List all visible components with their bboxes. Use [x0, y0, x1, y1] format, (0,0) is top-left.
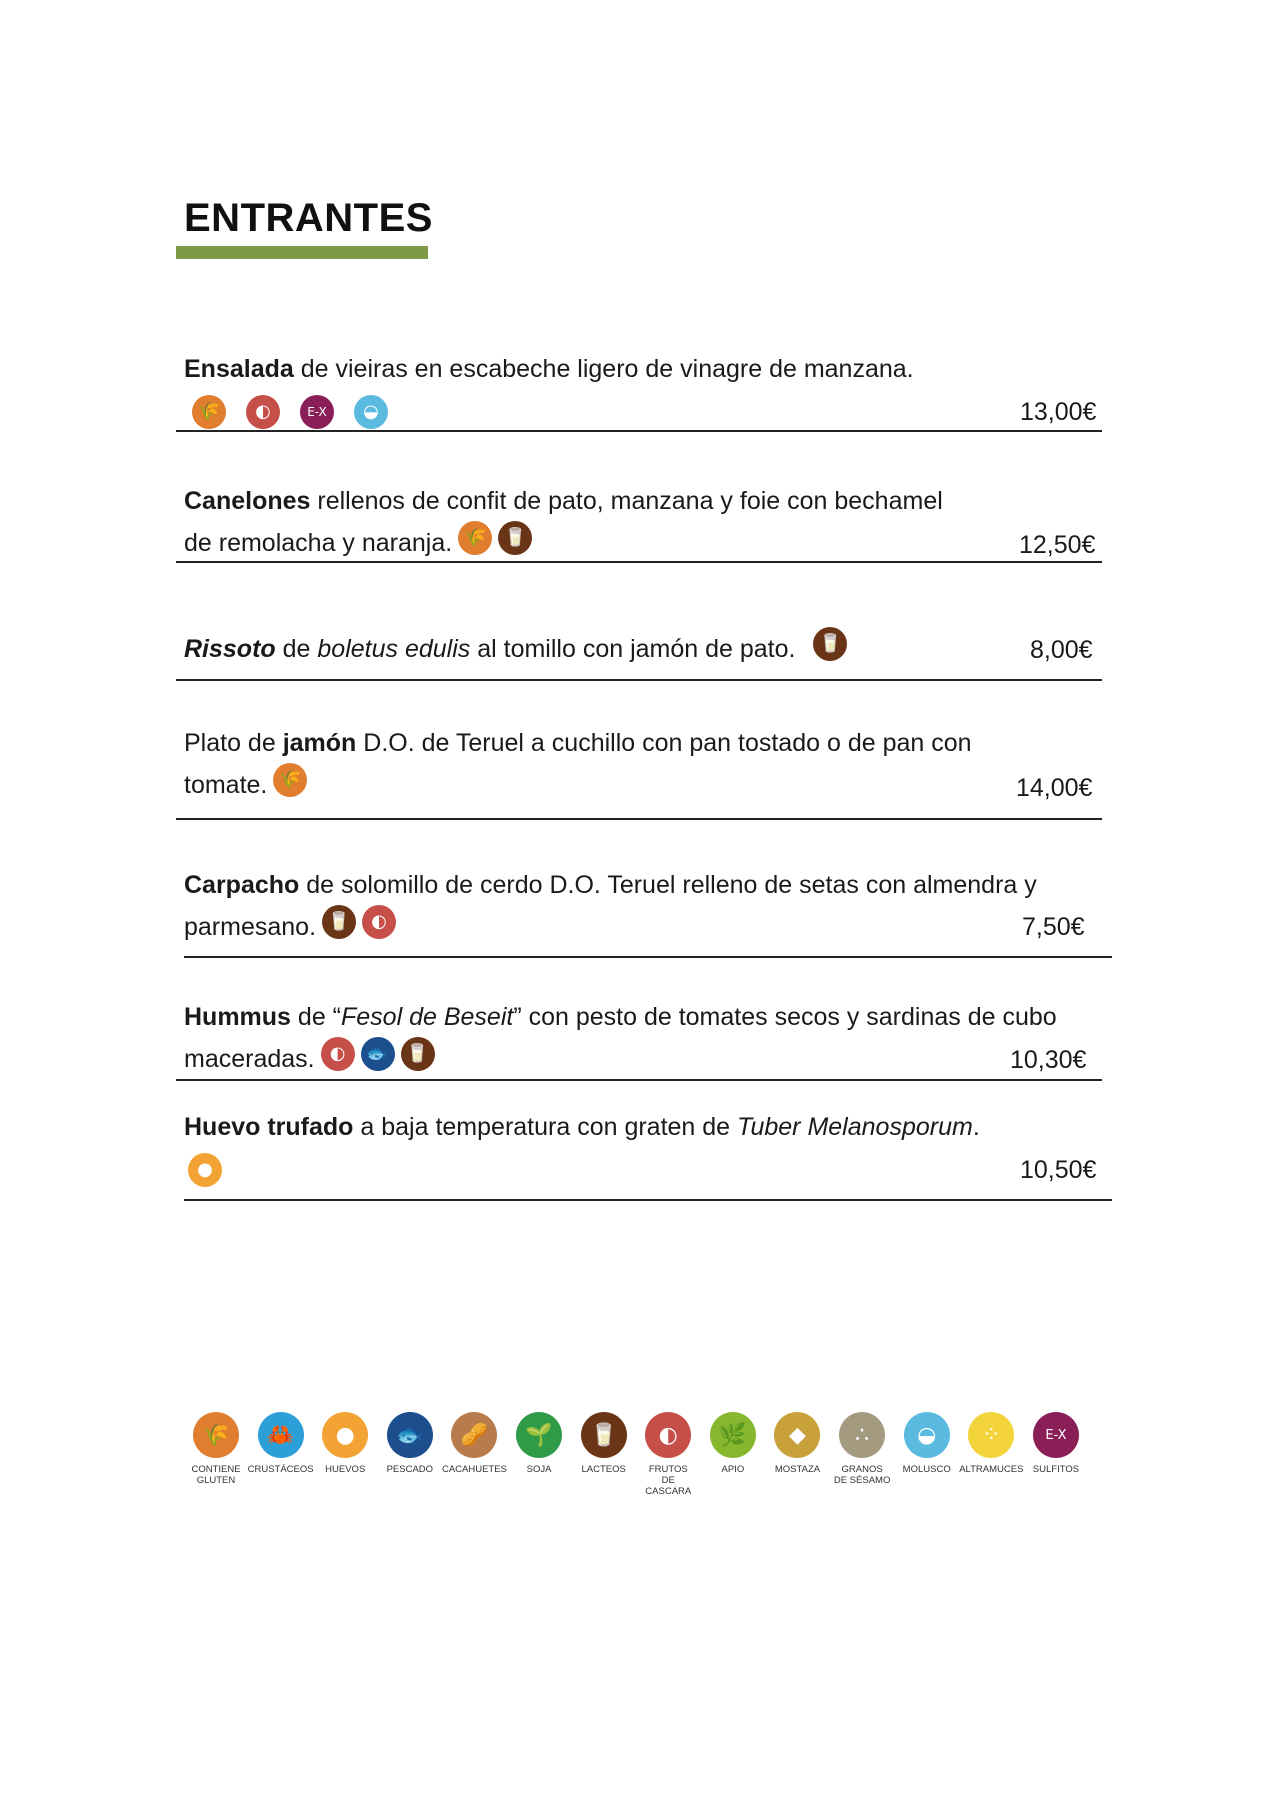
lacteos-icon: 🥛 [813, 627, 847, 661]
divider [184, 956, 1112, 958]
legend-item-gluten: 🌾 CONTIENE GLUTEN [186, 1412, 246, 1497]
menu-item-rissoto: Rissoto de boletus edulis al tomillo con jamón de pato. 🥛 [184, 628, 1104, 670]
divider [176, 430, 1102, 432]
dish-name: Rissoto [184, 635, 276, 663]
legend-item-apio: 🌿 APIO [703, 1412, 763, 1497]
gluten-icon: 🌾 [192, 395, 226, 429]
sesamo-icon: ∴ [839, 1412, 885, 1458]
frutos-cascara-icon: ◐ [321, 1037, 355, 1071]
lacteos-icon: 🥛 [401, 1037, 435, 1071]
crustaceos-icon: 🦀 [258, 1412, 304, 1458]
menu-item-price: 8,00€ [1030, 636, 1093, 664]
legend-item-mostaza: ◆ MOSTAZA [767, 1412, 827, 1497]
soja-icon: 🌱 [516, 1412, 562, 1458]
apio-icon: 🌿 [710, 1412, 756, 1458]
menu-item-hummus: Hummus de “Fesol de Beseit” con pesto de tomates secos y sardinas de cubo maceradas. ◐ 🐟 🥛 [184, 1003, 1057, 1073]
molusco-icon: ◒ [354, 395, 388, 429]
legend-item-altramuces: ⁘ ALTRAMUCES [961, 1412, 1021, 1497]
dish-name: Carpacho [184, 871, 300, 899]
menu-item-price: 10,30€ [1010, 1046, 1087, 1074]
divider [184, 1199, 1112, 1201]
gluten-icon: 🌾 [193, 1412, 239, 1458]
divider [176, 679, 1102, 681]
frutos-cascara-icon: ◐ [645, 1412, 691, 1458]
menu-item-price: 10,50€ [1020, 1156, 1097, 1184]
frutos-cascara-icon: ◐ [362, 905, 396, 939]
legend-item-sulfitos: E-X SULFITOS [1026, 1412, 1086, 1497]
menu-item-description: Ensalada de vieiras en escabeche ligero de vinagre de manzana. [184, 355, 914, 383]
menu-item-jamon: Plato de jamón D.O. de Teruel a cuchillo con pan tostado o de pan con tomate. 🌾 [184, 729, 972, 799]
pescado-icon: 🐟 [387, 1412, 433, 1458]
dish-name: jamón [282, 729, 357, 757]
legend-item-lacteos: 🥛 LACTEOS [574, 1412, 634, 1497]
legend-item-sesamo: ∴ GRANOS DE SÉSAMO [832, 1412, 892, 1497]
menu-item-price: 12,50€ [1019, 531, 1096, 559]
divider [176, 1079, 1102, 1081]
menu-item-price: 13,00€ [1020, 398, 1097, 426]
allergen-legend [186, 1412, 1086, 1497]
huevos-icon: ● [188, 1153, 222, 1187]
cacahuetes-icon: 🥜 [451, 1412, 497, 1458]
menu-item-price: 14,00€ [1016, 774, 1093, 802]
menu-item-canelones: Canelones rellenos de confit de pato, manzana y foie con bechamel de remolacha y naranja. 🌾 🥛 [184, 487, 943, 557]
menu-item-huevo-trufado: Huevo trufado a baja temperatura con graten de Tuber Melanosporum. ● [184, 1106, 1104, 1192]
legend-item-frutos-cascara: ◐ FRUTOS DE CASCARA [638, 1412, 698, 1497]
menu-item-ensalada [184, 348, 1104, 434]
divider [176, 818, 1102, 820]
dish-name: Canelones [184, 487, 311, 515]
dish-name: Ensalada [184, 355, 294, 383]
legend-item-molusco: ◒ MOLUSCO [897, 1412, 957, 1497]
menu-item-price: 7,50€ [1022, 913, 1085, 941]
dish-name: Hummus [184, 1003, 291, 1031]
sulfitos-icon: E-X [1033, 1412, 1079, 1458]
legend-item-cacahuetes: 🥜 CACAHUETES [444, 1412, 504, 1497]
huevos-icon: ● [322, 1412, 368, 1458]
legend-item-pescado: 🐟 PESCADO [380, 1412, 440, 1497]
molusco-icon: ◒ [904, 1412, 950, 1458]
mostaza-icon: ◆ [774, 1412, 820, 1458]
pescado-icon: 🐟 [361, 1037, 395, 1071]
lacteos-icon: 🥛 [581, 1412, 627, 1458]
legend-item-huevos: ● HUEVOS [315, 1412, 375, 1497]
legend-item-crustaceos: 🦀 CRUSTÁCEOS [251, 1412, 311, 1497]
gluten-icon: 🌾 [273, 763, 307, 797]
allergen-icons [184, 390, 1104, 434]
gluten-icon: 🌾 [458, 521, 492, 555]
dish-name: Huevo trufado [184, 1113, 354, 1141]
title-underline-bar [176, 246, 428, 259]
sulfitos-icon: E-X [300, 395, 334, 429]
page-title: ENTRANTES [184, 196, 433, 240]
lacteos-icon: 🥛 [322, 905, 356, 939]
lacteos-icon: 🥛 [498, 521, 532, 555]
divider [176, 561, 1102, 563]
legend-item-soja: 🌱 SOJA [509, 1412, 569, 1497]
altramuces-icon: ⁘ [968, 1412, 1014, 1458]
frutos-cascara-icon: ◐ [246, 395, 280, 429]
menu-item-carpacho: Carpacho de solomillo de cerdo D.O. Teruel relleno de setas con almendra y parmesano. 🥛 ◐ [184, 871, 1037, 941]
